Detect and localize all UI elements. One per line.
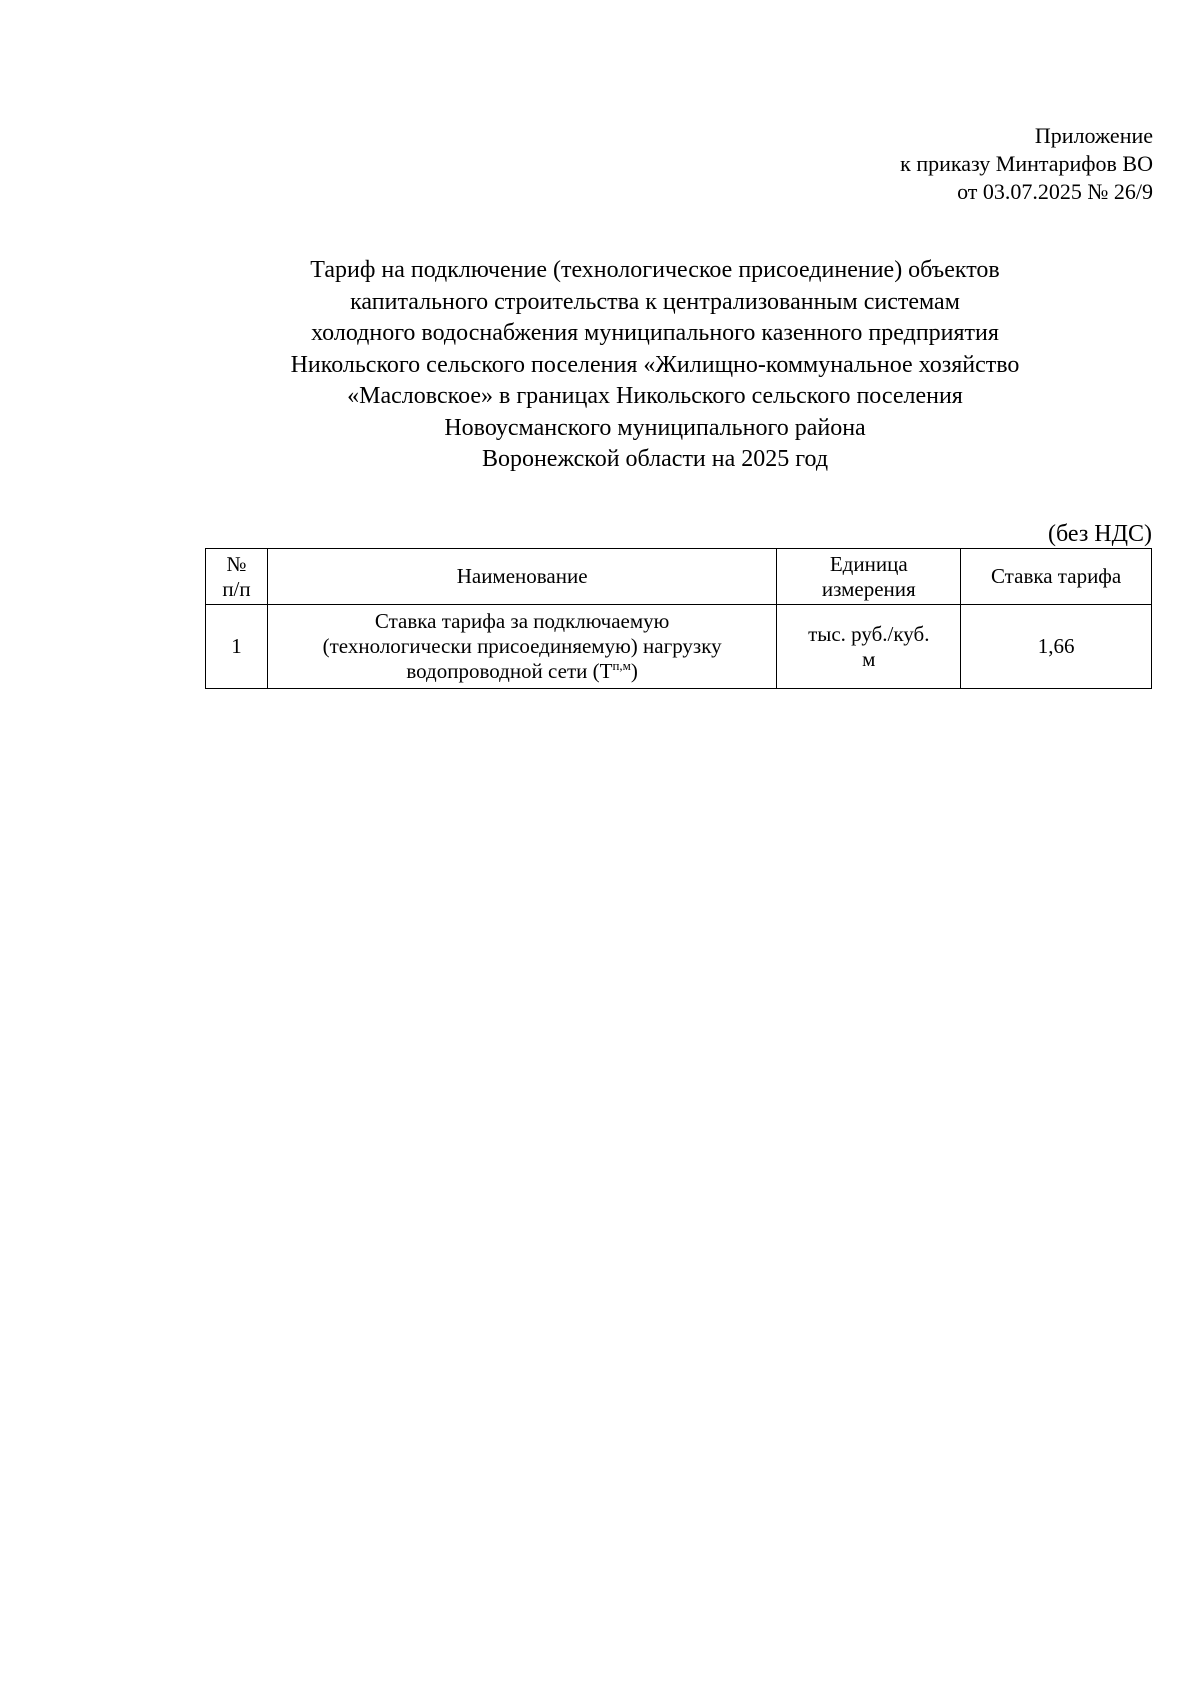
cell-name-line-3-text: водопроводной сети (Т (406, 659, 613, 683)
appendix-line-2: к приказу Минтарифов ВО (900, 151, 1153, 176)
table-header-row (206, 549, 1152, 605)
cell-name-close-paren: ) (630, 659, 638, 683)
header-number-line-1: № (226, 551, 247, 576)
cell-unit-line-2: м (862, 646, 876, 671)
cell-name-superscript: п,м (612, 658, 631, 673)
title-line-1: Тариф на подключение (технологическое присоединение) объектов (310, 257, 1000, 283)
tariff-table (205, 548, 1152, 689)
title-line-6: Новоусманского муниципального района (444, 414, 866, 441)
appendix-reference (900, 122, 1153, 206)
header-unit (777, 549, 961, 605)
cell-number: 1 (206, 605, 268, 689)
title-line-4: Никольского сельского поселения «Жилищно-коммунальное хозяйство (290, 351, 1020, 378)
appendix-line-3: от 03.07.2025 № 26/9 (957, 179, 1153, 204)
title-line-7: Воронежской области на 2025 год (481, 446, 829, 472)
cell-name-line-3 (274, 659, 770, 684)
header-rate: Ставка тарифа (961, 549, 1152, 605)
table-row (206, 605, 1152, 689)
cell-name-line-2: (технологически присоединяемую) нагрузку (322, 634, 722, 658)
title-line-2: капитального строительства к централизованным системам (350, 288, 960, 315)
header-number-line-2: п/п (222, 576, 251, 601)
cell-name-line-1: Ставка тарифа за подключаемую (374, 609, 670, 633)
cell-name (267, 605, 776, 689)
header-unit-line-2: измерения (821, 576, 916, 601)
title-line-5: «Масловское» в границах Никольского сельского поселения (347, 383, 963, 409)
appendix-line-1: Приложение (1034, 123, 1153, 148)
cell-unit (777, 605, 961, 689)
header-number (206, 549, 268, 605)
document-title (190, 255, 1120, 476)
vat-note: (без НДС) (1047, 521, 1152, 547)
title-line-3: холодного водоснабжения муниципального казенного предприятия (311, 320, 999, 346)
cell-unit-line-1: тыс. руб./куб. (808, 621, 930, 646)
header-name: Наименование (267, 549, 776, 605)
header-unit-line-1: Единица (829, 551, 908, 576)
cell-rate: 1,66 (961, 605, 1152, 689)
